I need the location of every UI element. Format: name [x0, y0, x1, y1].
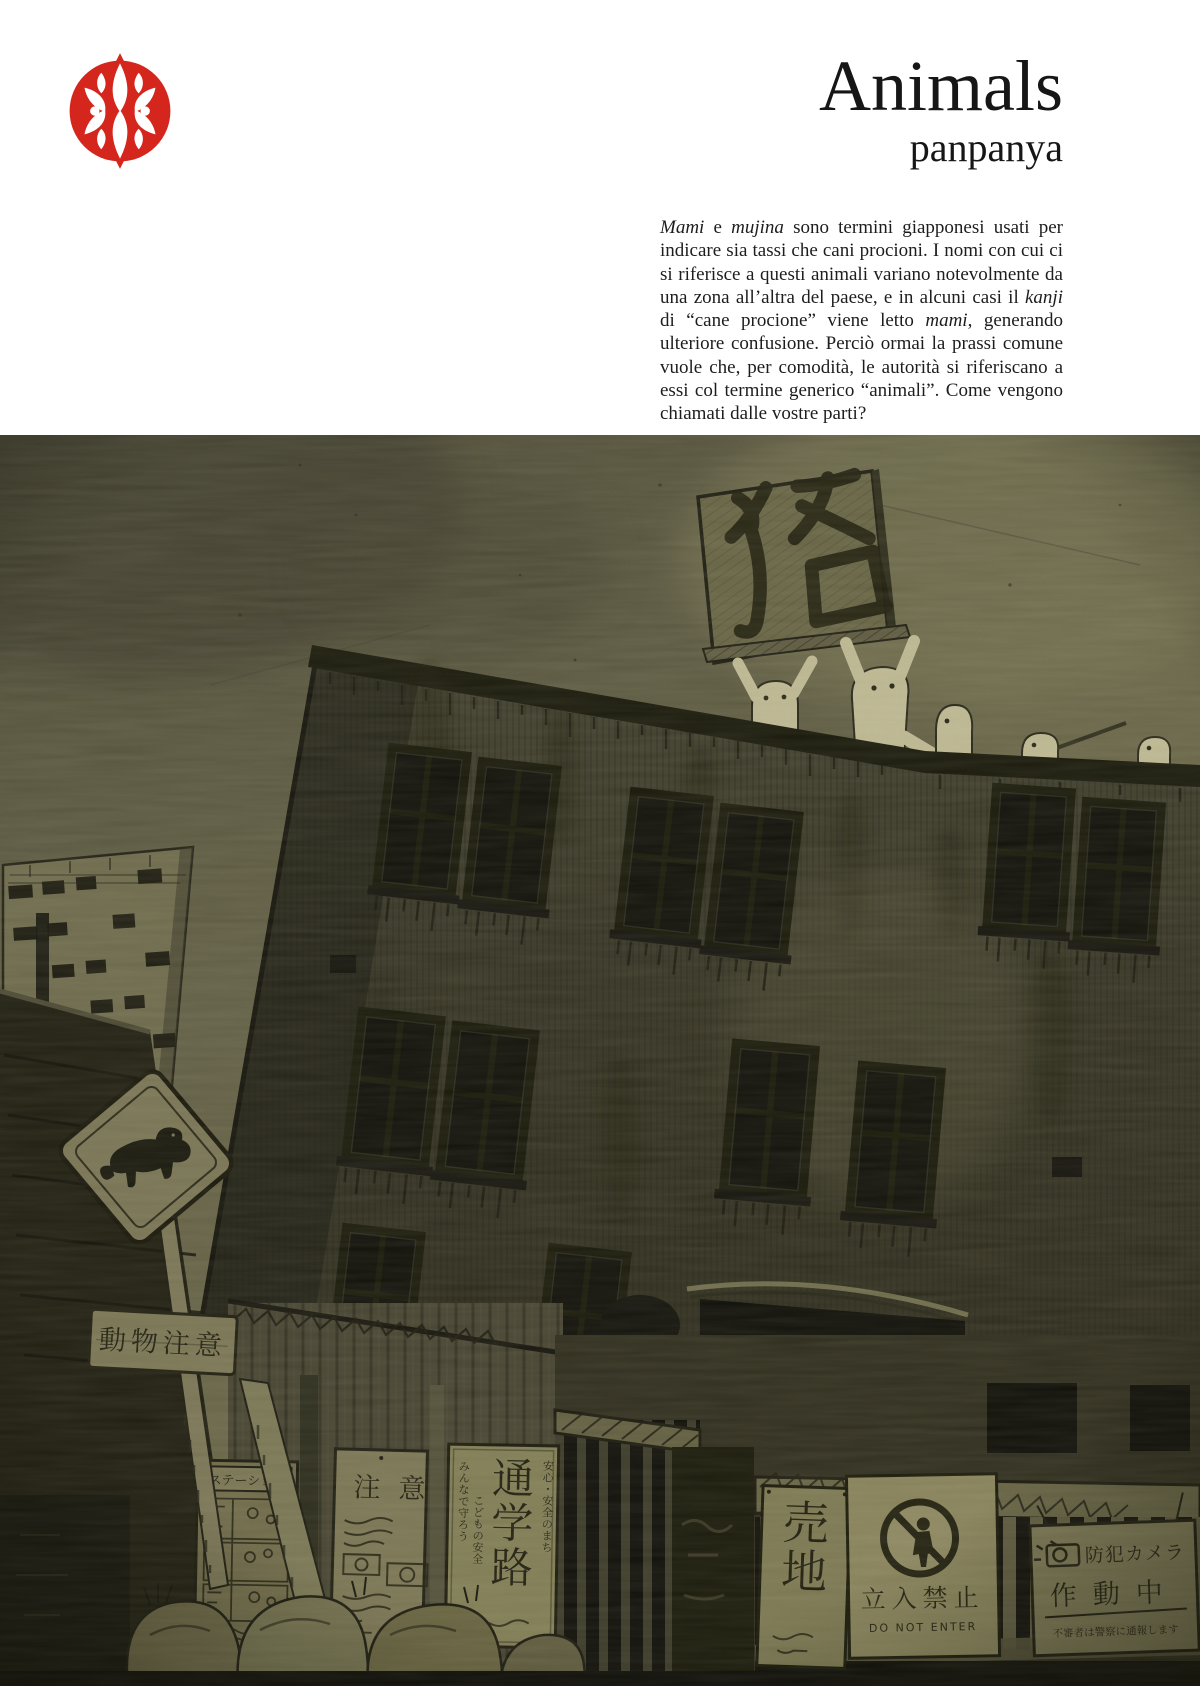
intro-paragraph: Mami e mujina sono termini giapponesi usati per indicare sia tassi che cani procioni. I nomi con cui ci si riferisce a questi animali variano notevolmente da una zona all’altra del paese, e in alcuni casi il kanji di “cane procione” viene letto mami, generando ulteriore confusione. Perciò ormai la prassi comune vuole che, per comodità, le autorità si riferiscano a essi col termine generico “animali”. Come vengono chiamati dalle vostre parti?: [660, 217, 1064, 425]
author-name: panpanya: [909, 125, 1063, 170]
cover-illustration: [0, 435, 1200, 1686]
publisher-logo: [64, 50, 176, 172]
page-title: Animals: [819, 46, 1063, 126]
publisher-ornament-icon: [64, 50, 176, 172]
